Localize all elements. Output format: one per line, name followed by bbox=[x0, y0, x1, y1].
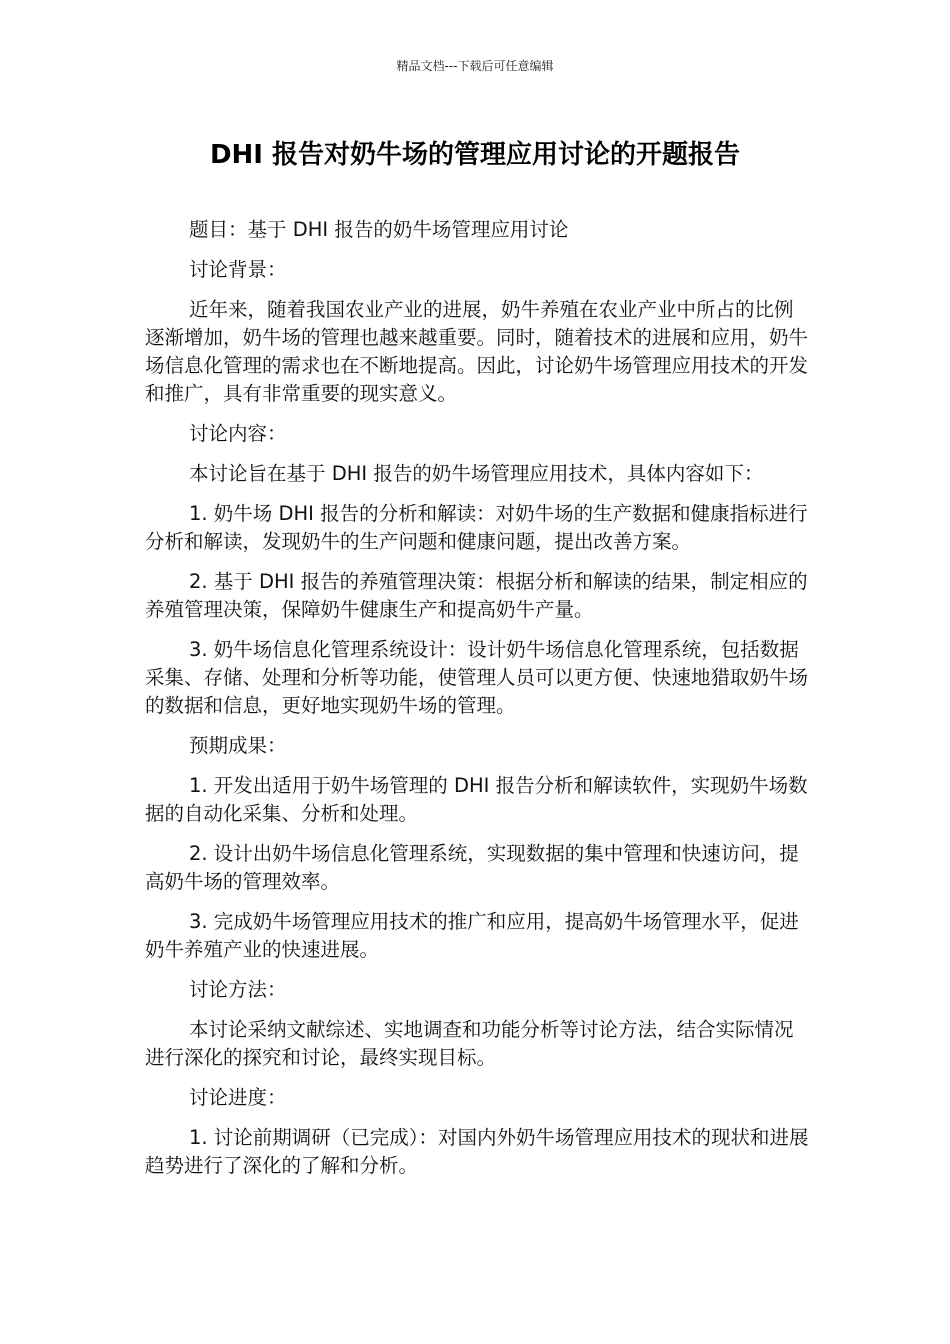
outcome-item-2: 2. 设计出奶牛场信息化管理系统，实现数据的集中管理和快速访问，提高奶牛场的管理效率。 bbox=[145, 842, 799, 893]
section-heading-methods: 讨论方法： bbox=[189, 978, 287, 1001]
outcome-item-1: 1. 开发出适用于奶牛场管理的 DHI 报告分析和解读软件，实现奶牛场数据的自动化采集、分析和处理。 bbox=[145, 774, 808, 825]
section-heading-progress: 讨论进度： bbox=[189, 1086, 287, 1109]
document-title: DHI 报告对奶牛场的管理应用讨论的开题报告 bbox=[209, 140, 741, 170]
content-item-2: 2. 基于 DHI 报告的养殖管理决策：根据分析和解读的结果，制定相应的养殖管理决策，保障奶牛健康生产和提高奶牛产量。 bbox=[145, 570, 808, 621]
outcome-item-3: 3. 完成奶牛场管理应用技术的推广和应用，提高奶牛场管理水平，促进奶牛养殖产业的快速进展。 bbox=[145, 910, 799, 961]
section-heading-content: 讨论内容： bbox=[189, 422, 287, 445]
document-body bbox=[145, 216, 809, 1192]
content-intro-paragraph: 本讨论旨在基于 DHI 报告的奶牛场管理应用技术，具体内容如下： bbox=[189, 462, 764, 485]
topic-line: 题目：基于 DHI 报告的奶牛场管理应用讨论 bbox=[189, 218, 569, 241]
section-heading-background: 讨论背景： bbox=[189, 258, 287, 281]
section-heading-outcomes: 预期成果： bbox=[189, 734, 287, 757]
background-paragraph: 近年来，随着我国农业产业的进展，奶牛养殖在农业产业中所占的比例逐渐增加，奶牛场的管理也越来越重要。同时，随着技术的进展和应用，奶牛场信息化管理的需求也在不断地提高。因此，讨论奶牛场管理应用技术的开发和推广，具有非常重要的现实意义。 bbox=[145, 298, 809, 405]
page-header: 精品文档---下载后可任意编辑 bbox=[396, 59, 554, 73]
methods-paragraph: 本讨论采纳文献综述、实地调查和功能分析等讨论方法，结合实际情况进行深化的探究和讨论，最终实现目标。 bbox=[145, 1018, 794, 1069]
progress-item-1: 1. 讨论前期调研（已完成）：对国内外奶牛场管理应用技术的现状和进展趋势进行了深化的了解和分析。 bbox=[145, 1126, 809, 1177]
content-item-3: 3. 奶牛场信息化管理系统设计：设计奶牛场信息化管理系统，包括数据采集、存储、处理和分析等功能，使管理人员可以更方便、快速地猎取奶牛场的数据和信息，更好地实现奶牛场的管理。 bbox=[145, 638, 809, 717]
content-item-1: 1. 奶牛场 DHI 报告的分析和解读：对奶牛场的生产数据和健康指标进行分析和解读，发现奶牛的生产问题和健康问题，提出改善方案。 bbox=[145, 502, 808, 553]
